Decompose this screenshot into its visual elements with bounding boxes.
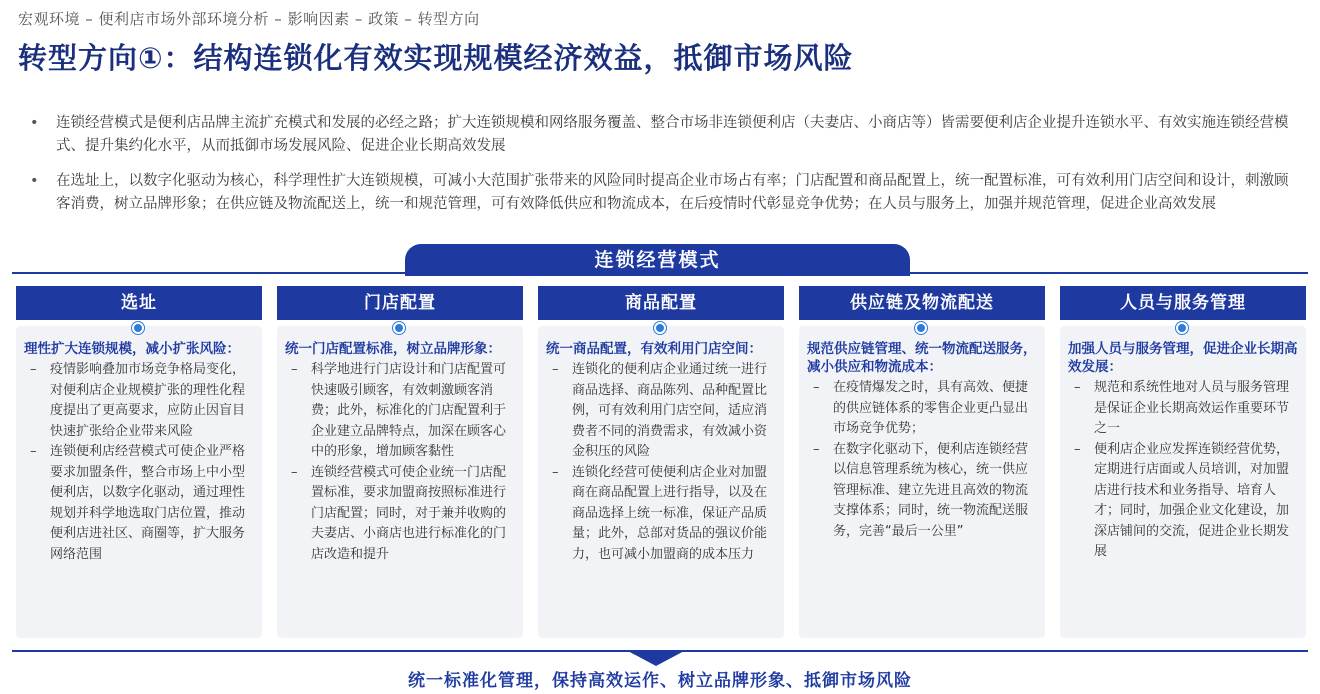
- column-point: – 便利店企业应发挥连锁经营优势，定期进行店面或人员培训，对加盟店进行技术和业务指导、培育人才；同时，加强企业文化建设，加深店铺间的交流，促进企业长期发展: [1068, 440, 1298, 563]
- column-subtitle: 理性扩大连锁规模，减小扩张风险：: [24, 341, 240, 357]
- bottom-slogan: 统一标准化管理，保持高效运作、树立品牌形象、抵御市场风险: [408, 671, 912, 691]
- page-title: 转型方向①：结构连锁化有效实现规模经济效益，抵御市场风险: [18, 41, 854, 75]
- column-staff-service: [1060, 286, 1306, 638]
- intro-bullet: • 在选址上，以数字化驱动为核心，科学理性扩大连锁规模，可减小大范围扩张带来的风险同时提高企业市场占有率；门店配置和商品配置上，统一配置标准，可有效利用门店空间和设计，刺激顾客消费，树立品牌形象；在供应链及物流配送上，统一和规范管理，可有效降低供应和物流成本，在后疫情时代彰显竞争优势；在人员与服务上，加强并规范管理，促进企业高效发展: [30, 170, 1300, 216]
- column-point: – 疫情影响叠加市场竞争格局变化，对便利店企业规模扩张的理性化程度提出了更高要求，应防止因盲目快速扩张给企业带来风险: [24, 360, 254, 442]
- breadcrumb: 宏观环境 – 便利店市场外部环境分析 – 影响因素 – 政策 – 转型方向: [18, 10, 480, 28]
- column-body: [799, 326, 1045, 638]
- column-body: [277, 326, 523, 638]
- column-body: [1060, 326, 1306, 638]
- column-header: 商品配置: [538, 286, 784, 320]
- column-supply-chain: [799, 286, 1045, 638]
- column-body: [16, 326, 262, 638]
- column-product-config: [538, 286, 784, 638]
- column-point: – 科学地进行门店设计和门店配置可快速吸引顾客，有效刺激顾客消费；此外，标准化的门店配置利于企业建立品牌特点，加深在顾客心中的形象，增加顾客黏性: [285, 360, 515, 463]
- column-site-selection: [16, 286, 262, 638]
- column-header: 门店配置: [277, 286, 523, 320]
- column-store-config: [277, 286, 523, 638]
- dot-icon: [393, 322, 405, 334]
- dot-icon: [132, 322, 144, 334]
- column-header: 选址: [16, 286, 262, 320]
- column-point: – 连锁化的便利店企业通过统一进行商品选择、商品陈列、品种配置比例，可有效利用门店空间，适应消费者不同的消费需求，有效减小资金积压的风险: [546, 360, 776, 463]
- mode-banner: 连锁经营模式: [405, 244, 910, 276]
- column-point: – 连锁便利店经营模式可使企业严格要求加盟条件，整合市场上中小型便利店，以数字化驱动，通过理性规划并科学地选取门店位置，推动便利店进社区、商圈等，扩大服务网络范围: [24, 442, 254, 565]
- column-point: – 连锁化经营可使便利店企业对加盟商在商品配置上进行指导，以及在商品选择上统一标准，保证产品质量；此外，总部对货品的强议价能力，也可减小加盟商的成本压力: [546, 463, 776, 566]
- column-point: – 连锁经营模式可使企业统一门店配置标准，要求加盟商按照标准进行门店配置；同时，对于兼并收购的夫妻店、小商店也进行标准化的门店改造和提升: [285, 463, 515, 566]
- dot-icon: [654, 322, 666, 334]
- column-subtitle: 统一商品配置，有效利用门店空间：: [546, 341, 762, 357]
- column-subtitle: 统一门店配置标准，树立品牌形象：: [285, 341, 501, 357]
- column-subtitle: 加强人员与服务管理，促进企业长期高效发展：: [1068, 341, 1298, 375]
- column-header: 供应链及物流配送: [799, 286, 1045, 320]
- column-subtitle: 规范供应链管理、统一物流配送服务，减小供应和物流成本：: [807, 341, 1037, 375]
- column-point: – 在数字化驱动下，便利店连锁经营以信息管理系统为核心，统一供应管理标准、建立先进且高效的物流支撑体系；同时，统一物流配送服务，完善“最后一公里”: [807, 440, 1037, 543]
- column-point: – 规范和系统性地对人员与服务管理是保证企业长期高效运作重要环节之一: [1068, 378, 1298, 440]
- down-arrow-icon: [626, 650, 686, 666]
- dot-icon: [915, 322, 927, 334]
- column-body: [538, 326, 784, 638]
- column-point: – 在疫情爆发之时，具有高效、便捷的供应链体系的零售企业更凸显出市场竞争优势；: [807, 378, 1037, 440]
- dot-icon: [1176, 322, 1188, 334]
- intro-bullets: [30, 112, 1300, 228]
- intro-bullet: • 连锁经营模式是便利店品牌主流扩充模式和发展的必经之路；扩大连锁规模和网络服务覆盖、整合市场非连锁便利店（夫妻店、小商店等）皆需要便利店企业提升连锁水平、有效实施连锁经营模式、提升集约化水平，从而抵御市场发展风险、促进企业长期高效发展: [30, 112, 1300, 158]
- column-header: 人员与服务管理: [1060, 286, 1306, 320]
